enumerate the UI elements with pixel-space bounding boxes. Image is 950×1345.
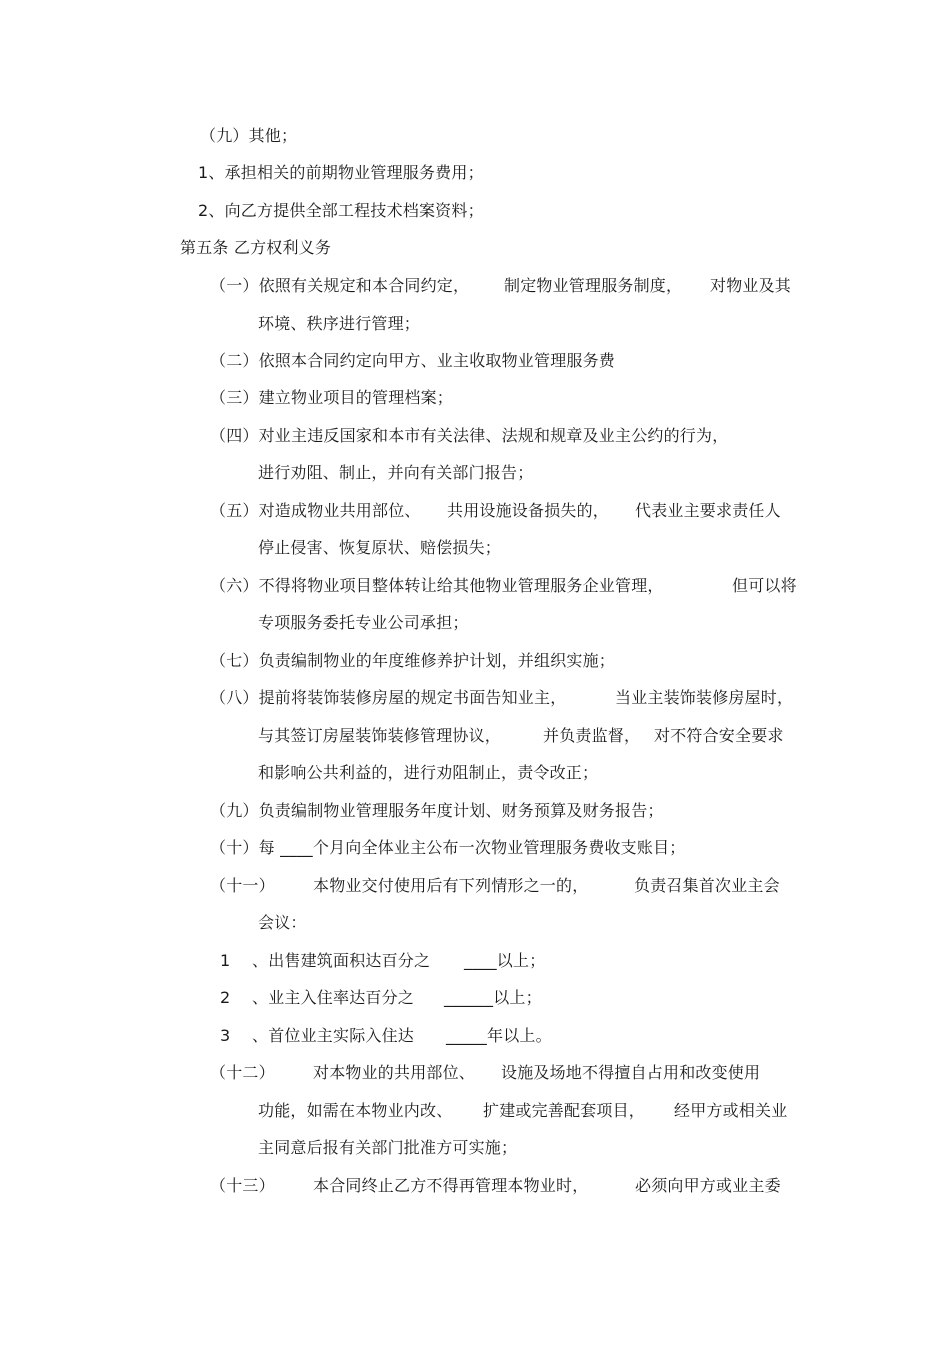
clause-text: （一）依照有关规定和本合同约定，: [210, 276, 470, 295]
clause-text: 主同意后报有关部门批准方可实施；: [258, 1138, 518, 1157]
clause-text: （四）对业主违反国家和本市有关法律、法规和规章及业主公约的行为，: [210, 426, 729, 445]
clause-text: 专项服务委托专业公司承担；: [258, 613, 469, 632]
clause-text: 1、承担相关的前期物业管理服务费用；: [198, 163, 484, 182]
item-number: 1: [220, 951, 231, 970]
clause-text: 、出售建筑面积达百分之: [252, 951, 431, 970]
clause-text: （三）建立物业项目的管理档案；: [210, 388, 454, 407]
clause-text: 扩建或完善配套项目，: [483, 1101, 646, 1120]
clause-text: （九）其他；: [200, 126, 298, 145]
blank-field: ____以上；: [464, 951, 546, 970]
section-title: 第五条 乙方权利义务: [180, 238, 332, 257]
item-number: 2: [220, 988, 231, 1007]
clause-text: 、首位业主实际入住达: [252, 1026, 415, 1045]
clause-text: 对物业及其: [710, 276, 792, 295]
clause-text: 并负责监督，: [543, 726, 641, 745]
clause-text: 与其签订房屋装饰装修管理协议，: [258, 726, 502, 745]
clause-text: 本物业交付使用后有下列情形之一的，: [313, 876, 589, 895]
clause-text: 本合同终止乙方不得再管理本物业时，: [313, 1176, 589, 1195]
clause-number: （十三）: [210, 1176, 275, 1195]
clause-text: 当业主装饰装修房屋时，: [615, 688, 794, 707]
blank-field: _____年以上。: [446, 1026, 552, 1045]
clause-text: 停止侵害、恢复原状、赔偿损失；: [258, 538, 502, 557]
clause-text: （八）提前将装饰装修房屋的规定书面告知业主，: [210, 688, 567, 707]
clause-text: 代表业主要求责任人: [635, 501, 781, 520]
clause-text: 会议：: [258, 913, 307, 932]
clause-text: （九）负责编制物业管理服务年度计划、财务预算及财务报告；: [210, 801, 664, 820]
clause-number: （十一）: [210, 876, 275, 895]
clause-text: 功能，如需在本物业内改、: [258, 1101, 453, 1120]
item-number: 3: [220, 1026, 231, 1045]
clause-text: 设施及场地不得擅自占用和改变使用: [501, 1063, 761, 1082]
clause-number: （十二）: [210, 1063, 275, 1082]
clause-text: （五）对造成物业共用部位、: [210, 501, 421, 520]
clause-text: 、业主入住率达百分之: [252, 988, 415, 1007]
clause-text: 但可以将: [732, 576, 797, 595]
clause-text: （十）每 ____个月向全体业主公布一次物业管理服务费收支账目；: [210, 838, 686, 857]
clause-text: 共用设施设备损失的，: [447, 501, 610, 520]
clause-text: （七）负责编制物业的年度维修养护计划，并组织实施；: [210, 651, 616, 670]
clause-text: 负责召集首次业主会: [634, 876, 780, 895]
clause-text: 对不符合安全要求: [654, 726, 784, 745]
clause-text: （六）不得将物业项目整体转让给其他物业管理服务企业管理，: [210, 576, 664, 595]
clause-text: 经甲方或相关业: [674, 1101, 788, 1120]
clause-text: 制定物业管理服务制度，: [504, 276, 683, 295]
clause-text: 环境、秩序进行管理；: [258, 314, 421, 333]
blank-field: ______以上；: [444, 988, 542, 1007]
clause-text: 对本物业的共用部位、: [313, 1063, 476, 1082]
clause-text: 必须向甲方或业主委: [635, 1176, 781, 1195]
clause-text: 2、向乙方提供全部工程技术档案资料；: [198, 201, 484, 220]
clause-text: 和影响公共利益的，进行劝阻制止，责令改正；: [258, 763, 599, 782]
clause-text: 进行劝阻、制止，并向有关部门报告；: [258, 463, 534, 482]
clause-text: （二）依照本合同约定向甲方、业主收取物业管理服务费: [210, 351, 616, 370]
